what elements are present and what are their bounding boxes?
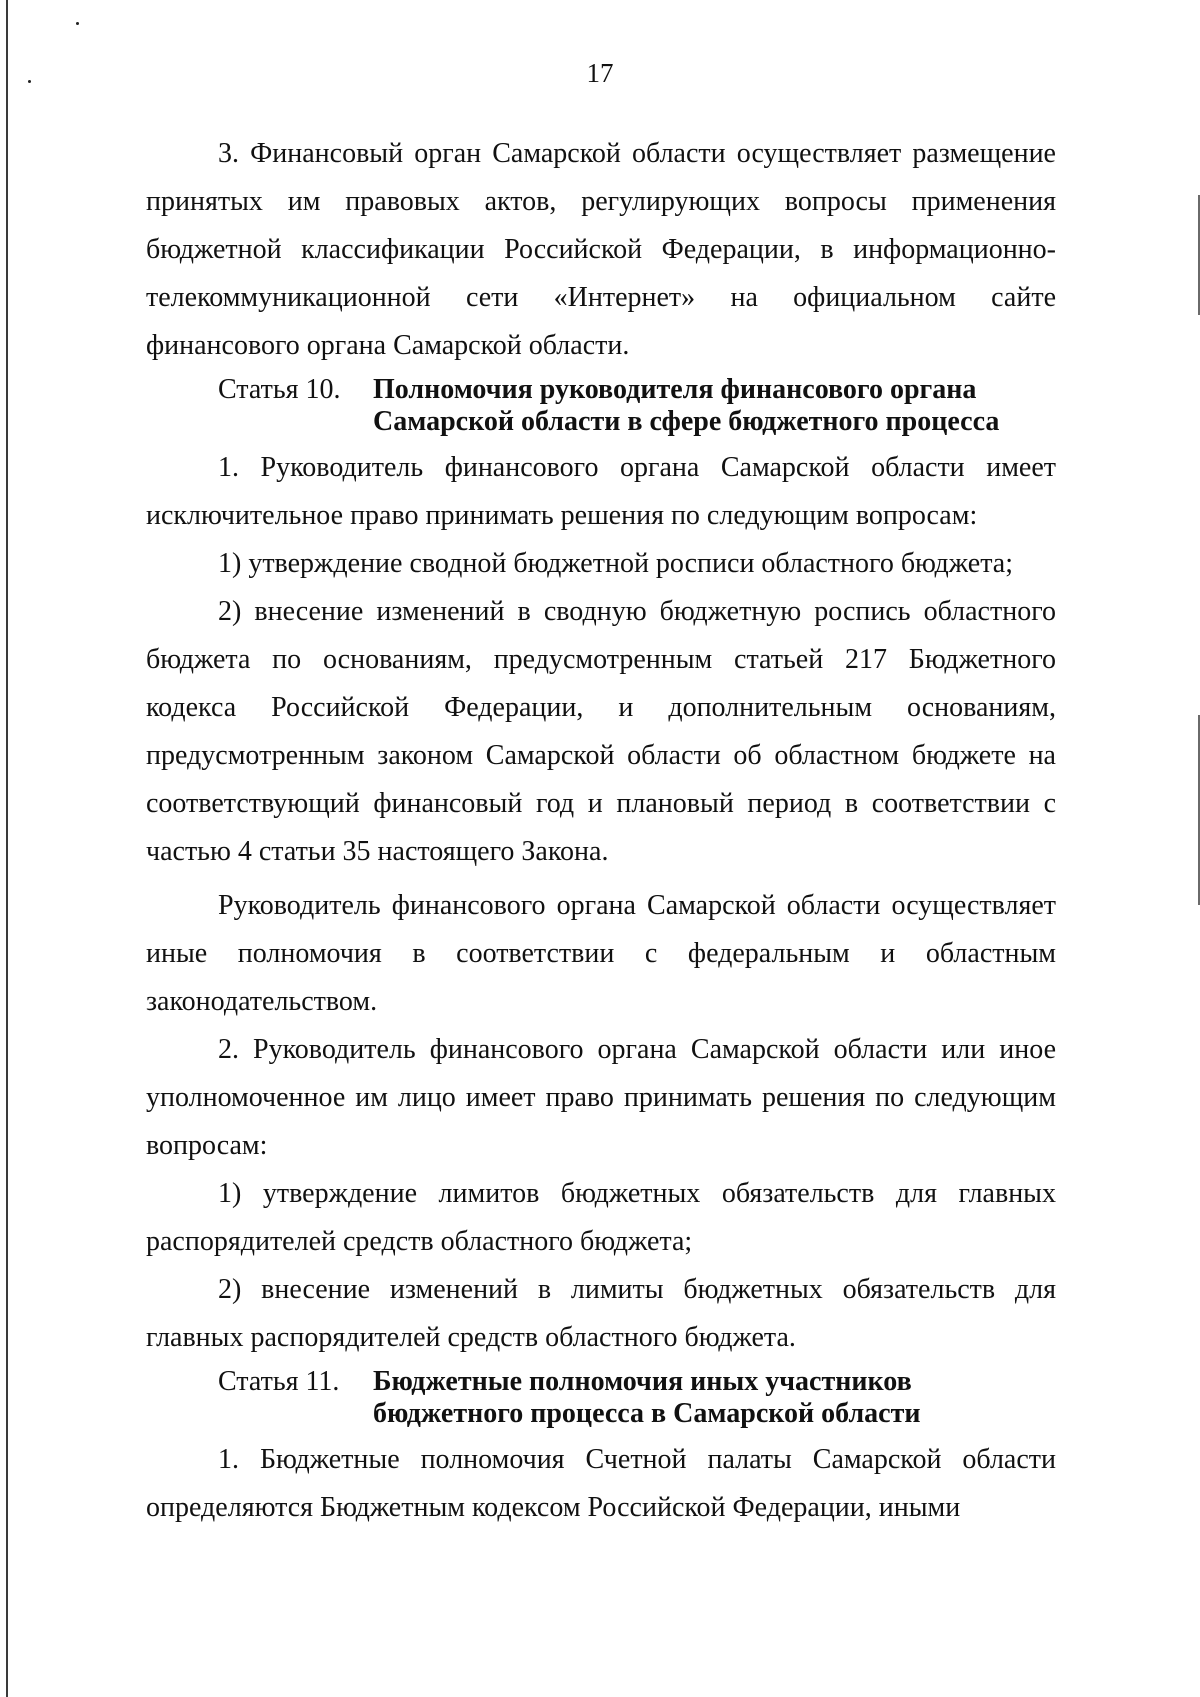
scan-left-edge xyxy=(6,0,8,1697)
article-number: Статья 11. xyxy=(218,1366,340,1397)
scan-speck xyxy=(76,22,79,25)
paragraph: 2) внесение изменений в лимиты бюджетных обязательств для главных распорядителей средств областного бюджета. xyxy=(146,1274,1056,1353)
paragraph: 2. Руководитель финансового органа Самарской области или иное уполномоченное им лицо имеет право принимать решения по следующим вопросам: xyxy=(146,1034,1056,1161)
paragraph: Руководитель финансового органа Самарской области осуществляет иные полномочия в соответствии с федеральным и областным законодательством. xyxy=(146,890,1056,1017)
article-title: Полномочия руководителя финансового органа Самарской области в сфере бюджетного процесса xyxy=(373,374,1000,437)
article-heading xyxy=(218,1366,1056,1430)
paragraph: 3. Финансовый орган Самарской области осуществляет размещение принятых им правовых актов, регулирующих вопросы применения бюджетной классификации Российской Федерации, в информационно-телекоммуникационной сети «Интернет» на официальном сайте финансового органа Самарской области. xyxy=(146,138,1056,361)
paragraph: 1. Руководитель финансового органа Самарской области имеет исключительное право принимать решения по следующим вопросам: xyxy=(146,452,1056,531)
page-number: 17 xyxy=(586,58,614,88)
paragraph: 2) внесение изменений в сводную бюджетную роспись областного бюджета по основаниям, предусмотренным статьей 217 Бюджетного кодекса Российской Федерации, и дополнительным основаниям, предусмотренным законом Самарской области об областном бюджете на соответствующий финансовый год и плановый период в соответствии с частью 4 статьи 35 настоящего Закона. xyxy=(146,596,1056,867)
article-heading xyxy=(218,374,1056,438)
document-body xyxy=(146,130,1056,1532)
article-title: Бюджетные полномочия иных участников бюджетного процесса в Самарской области xyxy=(373,1366,921,1429)
paragraph: 1) утверждение сводной бюджетной росписи областного бюджета; xyxy=(218,548,1013,579)
paragraph: 1. Бюджетные полномочия Счетной палаты Самарской области определяются Бюджетным кодексом Российской Федерации, иными xyxy=(146,1444,1056,1523)
paragraph: 1) утверждение лимитов бюджетных обязательств для главных распорядителей средств областного бюджета; xyxy=(146,1178,1056,1257)
article-number: Статья 10. xyxy=(218,374,341,405)
